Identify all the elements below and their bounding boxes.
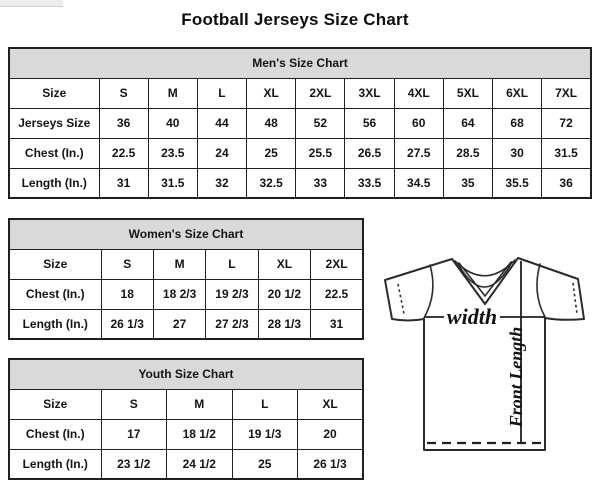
value-cell: 34.5 [394,168,443,198]
value-cell: 31.5 [148,168,197,198]
size-cell: 6XL [493,78,542,108]
row-label-cell: Size [9,78,99,108]
value-cell: 27 [153,309,205,339]
screen-edge-artifact [0,0,63,7]
value-cell: 25 [247,138,296,168]
size-cell: S [101,249,153,279]
value-cell: 35.5 [493,168,542,198]
left-armhole-seam [424,265,433,318]
size-cell: XL [298,389,364,419]
value-cell: 22.5 [311,279,363,309]
size-cell: 2XL [296,78,345,108]
row-label-cell: Length (In.) [9,309,101,339]
value-cell: 19 1/3 [232,419,298,449]
row-label-cell: Chest (In.) [9,279,101,309]
mens-size-table [8,47,592,199]
value-cell: 25 [232,449,298,479]
value-cell: 36 [542,168,591,198]
jersey-diagram [375,244,595,460]
value-cell: 18 [101,279,153,309]
table-row [9,279,363,309]
size-cell: 3XL [345,78,394,108]
table-title: Women's Size Chart [9,219,363,249]
value-cell: 52 [296,108,345,138]
value-cell: 68 [493,108,542,138]
value-cell: 56 [345,108,394,138]
value-cell: 17 [101,419,167,449]
table-row [9,389,363,419]
size-cell: L [232,389,298,419]
value-cell: 18 1/2 [167,419,233,449]
size-cell: S [99,78,148,108]
value-cell: 26 1/3 [101,309,153,339]
table-header-row [9,48,591,78]
value-cell: 20 [298,419,364,449]
value-cell: 23.5 [148,138,197,168]
value-cell: 31 [99,168,148,198]
row-label-cell: Jerseys Size [9,108,99,138]
value-cell: 23 1/2 [101,449,167,479]
width-label: width [446,304,498,329]
size-cell: M [167,389,233,419]
value-cell: 28 1/3 [258,309,310,339]
table-header-row [9,219,363,249]
table-header-row [9,359,363,389]
table-row [9,78,591,108]
size-cell: M [153,249,205,279]
size-cell: XL [258,249,310,279]
table-row [9,309,363,339]
value-cell: 26.5 [345,138,394,168]
table-title: Youth Size Chart [9,359,363,389]
size-cell: L [206,249,258,279]
youth-size-table [8,358,364,480]
row-label-cell: Chest (In.) [9,419,101,449]
value-cell: 44 [197,108,246,138]
table-row [9,138,591,168]
value-cell: 60 [394,108,443,138]
value-cell: 31.5 [542,138,591,168]
row-label-cell: Chest (In.) [9,138,99,168]
page-title: Football Jerseys Size Chart [181,10,409,29]
value-cell: 27 2/3 [206,309,258,339]
value-cell: 40 [148,108,197,138]
value-cell: 24 1/2 [167,449,233,479]
value-cell: 32 [197,168,246,198]
value-cell: 64 [443,108,492,138]
value-cell: 33.5 [345,168,394,198]
size-cell: M [148,78,197,108]
table-row [9,108,591,138]
left-cuff-stitch-line [398,284,404,314]
value-cell: 20 1/2 [258,279,310,309]
front-length-label: Front Length [506,326,526,428]
size-cell: XL [247,78,296,108]
value-cell: 22.5 [99,138,148,168]
right-armhole-seam [537,264,545,317]
size-cell: 4XL [394,78,443,108]
table-row [9,419,363,449]
value-cell: 27.5 [394,138,443,168]
womens-size-table [8,218,364,340]
value-cell: 26 1/3 [298,449,364,479]
row-label-cell: Size [9,249,101,279]
table-row [9,449,363,479]
value-cell: 72 [542,108,591,138]
row-label-cell: Length (In.) [9,168,99,198]
size-cell: 5XL [443,78,492,108]
collar-back-curve-lower [458,262,512,287]
value-cell: 24 [197,138,246,168]
size-cell: S [101,389,167,419]
row-label-cell: Size [9,389,101,419]
size-cell: L [197,78,246,108]
size-cell: 7XL [542,78,591,108]
value-cell: 35 [443,168,492,198]
value-cell: 31 [311,309,363,339]
value-cell: 28.5 [443,138,492,168]
right-cuff-stitch-line [573,283,577,314]
value-cell: 48 [247,108,296,138]
value-cell: 32.5 [247,168,296,198]
table-row [9,249,363,279]
table-title: Men's Size Chart [9,48,591,78]
value-cell: 36 [99,108,148,138]
value-cell: 18 2/3 [153,279,205,309]
value-cell: 30 [493,138,542,168]
value-cell: 33 [296,168,345,198]
size-cell: 2XL [311,249,363,279]
table-row [9,168,591,198]
value-cell: 25.5 [296,138,345,168]
value-cell: 19 2/3 [206,279,258,309]
row-label-cell: Length (In.) [9,449,101,479]
